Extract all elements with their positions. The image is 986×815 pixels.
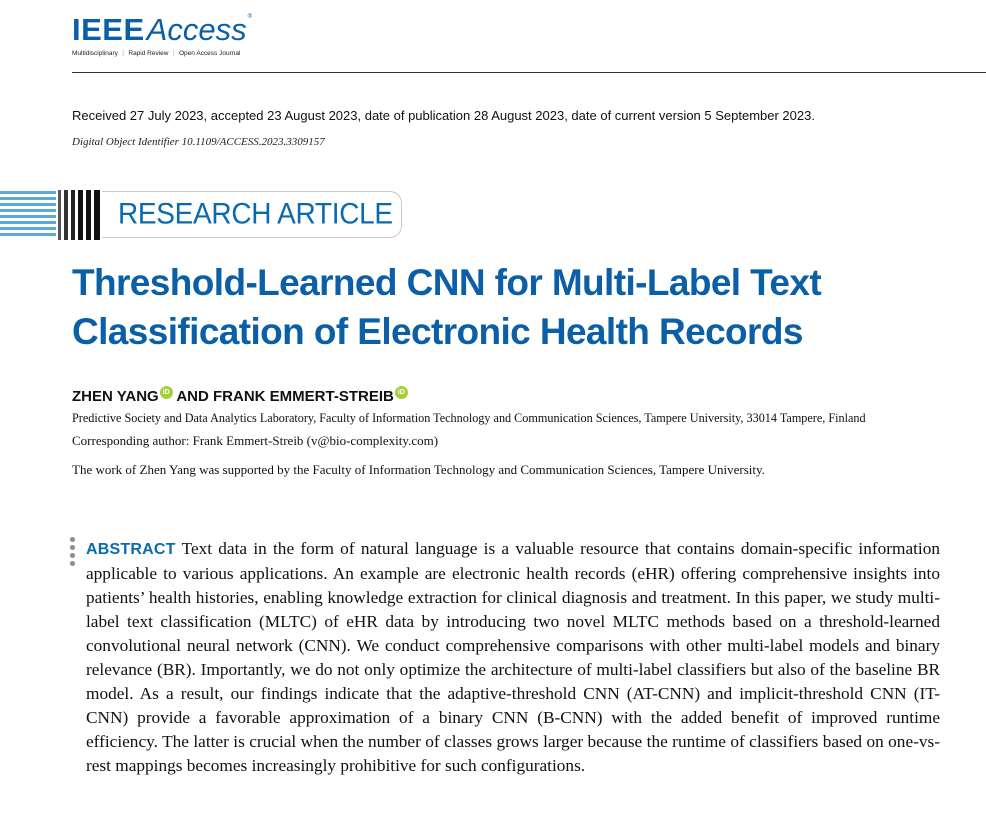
journal-name (72, 14, 252, 45)
journal-name-ieee: IEEE (72, 12, 145, 47)
doi-line: Digital Object Identifier 10.1109/ACCESS.2023.3309157 (72, 136, 325, 148)
author-name: FRANK EMMERT-STREIB (213, 388, 394, 405)
tagline-separator: ⋮ (119, 50, 127, 57)
stripe-lines-blue (0, 191, 56, 236)
funding-note: The work of Zhen Yang was supported by the Faculty of Information Technology and Communication Sciences, Tampere University. (72, 462, 765, 477)
tagline-item: Open Access Journal (178, 50, 241, 57)
publication-history: Received 27 July 2023, accepted 23 August 2023, date of publication 28 August 2023, date of current version 5 September 2023. (72, 108, 815, 123)
article-type-label: RESEARCH ARTICLE (118, 197, 393, 230)
orcid-icon[interactable]: iD (160, 386, 173, 399)
decorative-stripes (0, 190, 102, 240)
orcid-icon[interactable]: iD (395, 386, 408, 399)
journal-tagline (72, 49, 252, 57)
corresponding-author: Corresponding author: Frank Emmert-Streib (v@bio-complexity.com) (72, 433, 439, 448)
tagline-item: Rapid Review (128, 50, 169, 57)
abstract-text: Text data in the form of natural language is a valuable resource that contains domain-specific information applicable to various applications. An example are electronic health records (eHR) offering comprehensive insights into patients’ health histories, enabling knowledge extraction for clinical diagnosis and treatment. In this paper, we study multi-label text classification (MLTC) of eHR data by introducing two novel MLTC methods based on a threshold-learned convolutional neural network (CNN). We conduct comprehensive comparisons with other multi-label models and binary relevance (BR). Importantly, we do not only optimize the architecture of multi-label classifiers but also of the baseline BR model. As a result, our findings indicate that the adaptive-threshold CNN (AT-CNN) and implicit-threshold CNN (IT-CNN) provide a favorable approximation of a binary CNN (B-CNN) with the added benefit of improved runtime efficiency. The latter is crucial when the number of classes grows larger because the runtime of classifiers based on one-vs-rest mappings becomes increasingly prohibitive for such configurations. (86, 539, 940, 775)
paper-title: Threshold-Learned CNN for Multi-Label Text Classification of Electronic Health Records (72, 262, 822, 352)
stripe-bars-dark (58, 190, 100, 240)
trademark-mark: ® (247, 14, 252, 20)
author-name: ZHEN YANG (72, 388, 159, 405)
affiliation: Predictive Society and Data Analytics Laboratory, Faculty of Information Technology and Communication Sciences, Tampere University, 33014 Tampere, Finland (72, 411, 866, 425)
abstract-marker-icon (70, 537, 76, 569)
header-divider (72, 72, 986, 73)
abstract-label: ABSTRACT (86, 541, 176, 558)
tagline-item: Multidisciplinary (72, 50, 118, 57)
tagline-separator: ⋮ (170, 50, 177, 57)
author-line (72, 386, 408, 405)
journal-logo (72, 14, 252, 57)
author-connector: AND (176, 388, 209, 405)
abstract-paragraph (86, 537, 940, 778)
journal-name-access: Access (146, 12, 247, 47)
